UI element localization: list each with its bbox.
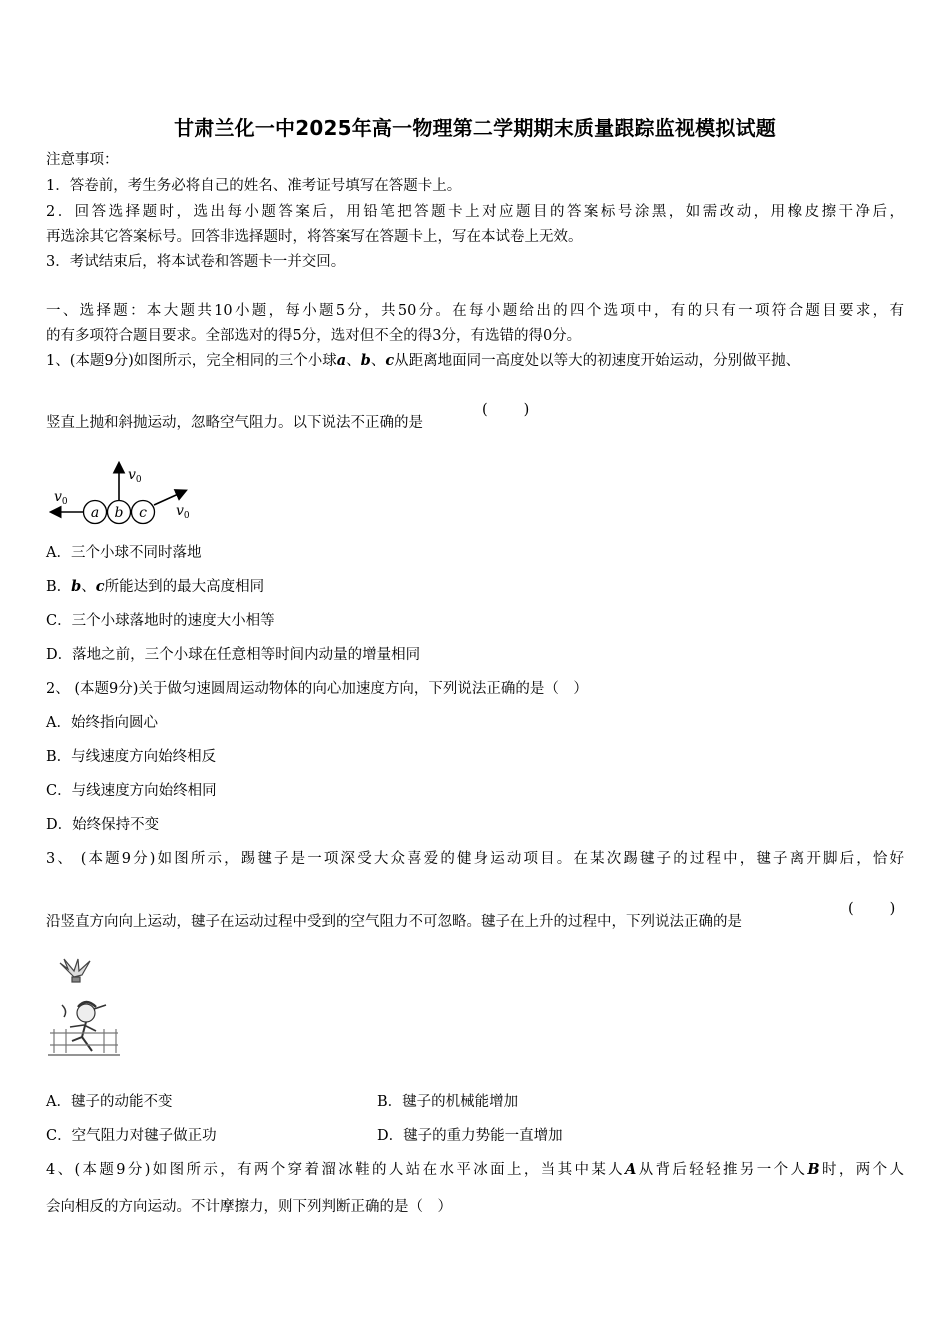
q1-paren-open: ( [482,402,488,418]
q1-figure-v0-right: $v_0$ [176,503,190,521]
q1-option-b [46,577,264,597]
q3-figure-person [62,1002,106,1051]
q3-option-c: C．空气阻力对毽子做正功 [46,1128,217,1144]
q3-option-a: A．毽子的动能不变 [46,1094,173,1110]
q1-option-b-var1: b [71,578,82,595]
q3-option-d: D．毽子的重力势能一直增加 [377,1128,563,1144]
q3-figure-fence [48,1029,120,1055]
q1-figure-v0-left: $v_0$ [54,489,68,507]
q1-option-d: D．落地之前，三个小球在任意相等时间内动量的增量相同 [46,647,421,663]
q2-option-b: B．与线速度方向始终相反 [46,749,217,765]
notice-item-1: 1．答卷前，考生务必将自己的姓名、准考证号填写在答题卡上。 [46,178,462,194]
notice-item-2-cont: 再选涂其它答案标号。回答非选择题时，将答案写在答题卡上，写在本试卷上无效。 [46,229,583,245]
q1-sep2: 、 [370,353,386,369]
q1-answer-blank [482,400,529,420]
q2-option-c: C．与线速度方向始终相同 [46,783,217,799]
q1-option-b-var2: c [95,578,105,595]
notice-item-3: 3．考试结束后，将本试卷和答题卡一并交回。 [46,254,346,270]
q3-figure-shuttlecock [60,959,90,982]
q1-stem-line1 [46,351,800,371]
q3-answer-blank [848,899,895,919]
q1-stem-line2: 竖直上抛和斜抛运动，忽略空气阻力。以下说法不正确的是 [46,415,423,431]
q2-option-a: A．始终指向圆心 [46,715,158,731]
q3-figure-shuttlecock-kicker [46,955,122,1059]
q1-paren-close: ) [523,402,530,418]
q1-figure-label-c: c [139,505,147,521]
q3-stem-line1: 3、 (本题9分)如图所示，踢毽子是一项深受大众喜爱的健身运动项目。在某次踢毽子的过程中，毽子离开脚后，恰好 [46,851,904,867]
exam-title: 甘肃兰化一中2025年高一物理第二学期期末质量跟踪监视模拟试题 [174,116,776,140]
q3-paren-close: ) [889,901,896,917]
q1-option-c: C．三个小球落地时的速度大小相等 [46,613,275,629]
notice-heading: 注意事项： [46,152,119,168]
q1-option-b-text: 所能达到的最大高度相同 [104,579,265,595]
q3-paren-open: ( [848,901,854,917]
q1-option-a: A．三个小球不同时落地 [46,545,202,561]
q1-var-b: b [360,352,371,369]
q1-var-a: a [336,352,347,369]
q1-option-b-sep: 、 [81,579,96,595]
q3-option-b: B．毽子的机械能增加 [377,1094,519,1110]
q1-stem-pre: 1、(本题9分)如图所示，完全相同的三个小球 [46,353,337,369]
notice-item-2: 2．回答选择题时，选出每小题答案后，用铅笔把答题卡上对应题目的答案标号涂黑，如需改动，用橡皮擦干净后， [46,204,904,220]
q4-stem-post: 时，两个人 [819,1162,905,1178]
q1-option-b-prefix: B． [46,579,72,595]
q4-stem-line1 [46,1160,904,1180]
q1-sep1: 、 [346,353,361,369]
q1-figure-label-b: b [114,505,124,521]
q1-var-c: c [385,352,395,369]
q4-stem-mid: 从背后轻轻推另一个人 [636,1162,808,1178]
q1-figure-v0-up: $v_0$ [128,467,142,485]
section-intro-line2: 的有多项符合题目要求。全部选对的得5分，选对但不全的得3分，有选错的得0分。 [46,328,582,344]
q3-stem-line2: 沿竖直方向向上运动，毽子在运动过程中受到的空气阻力不可忽略。毽子在上升的过程中，下列说法正确的是 [46,914,742,930]
q1-stem-post: 从距离地面同一高度处以等大的初速度开始运动，分别做平抛、 [394,353,801,369]
q2-option-d: D．始终保持不变 [46,817,160,833]
q2-stem: 2、 (本题9分)关于做匀速圆周运动物体的向心加速度方向，下列说法正确的是（ ） [46,681,588,697]
q4-var-a: A [625,1161,637,1178]
section-intro-line1: 一、选择题：本大题共10小题，每小题5分，共50分。在每小题给出的四个选项中，有的只有一项符合题目要求，有 [46,303,904,319]
q4-var-b: B [807,1161,820,1178]
q4-stem-line2: 会向相反的方向运动。不计摩擦力，则下列判断正确的是（ ） [46,1199,452,1215]
q1-figure-label-a: a [90,505,100,521]
q1-figure-three-balls [46,455,206,527]
q4-stem-pre: 4、(本题9分)如图所示，有两个穿着溜冰鞋的人站在水平冰面上，当其中某人 [46,1162,626,1178]
